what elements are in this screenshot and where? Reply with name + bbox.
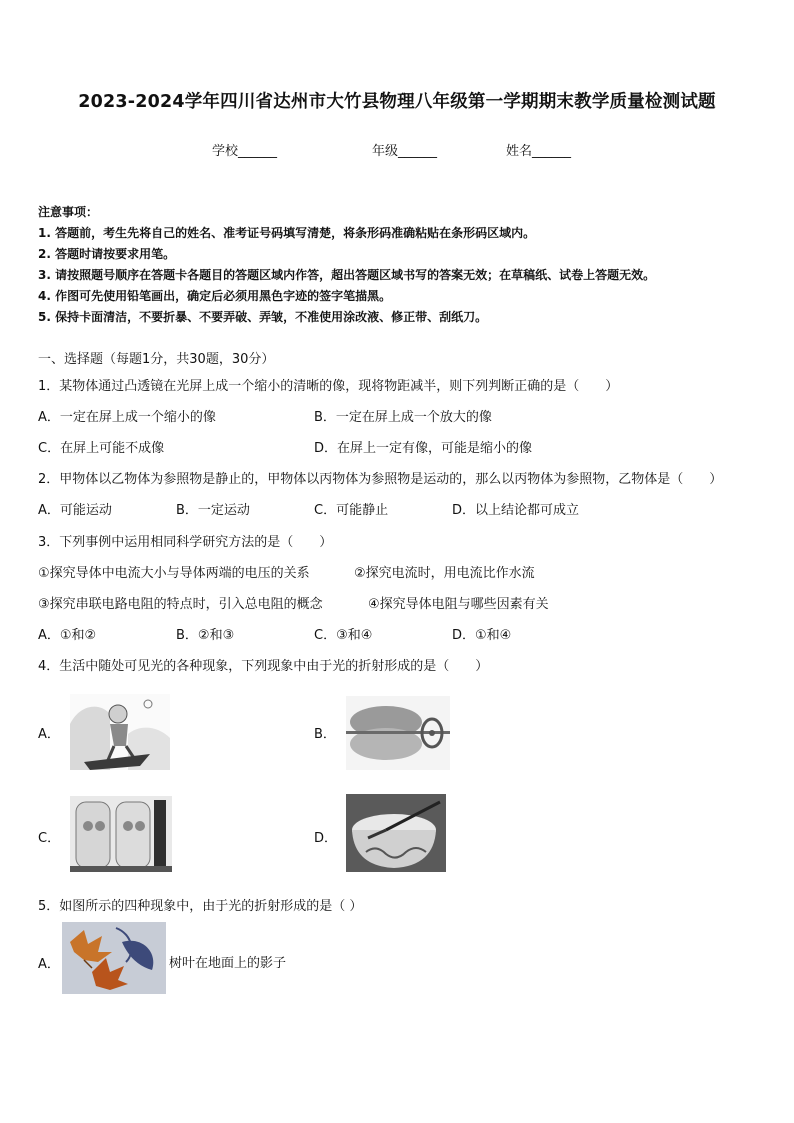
q1-option-c: C．在屏上可能不成像 — [38, 441, 165, 456]
notice-item: 3. 请按照题号顺序在答题卡各题目的答题区域内作答，超出答题区域书写的答案无效；在草稿纸、试卷上答题无效。 — [38, 268, 656, 282]
q4-option-c: C． — [38, 831, 61, 846]
notice-heading: 注意事项： — [38, 205, 99, 219]
q3-option-a: A．①和② — [38, 628, 97, 643]
school-field: 学校______ — [212, 144, 278, 159]
q4-option-a: A． — [38, 727, 60, 742]
question-3-stem: 3．下列事例中运用相同科学研究方法的是（ ） — [38, 535, 333, 550]
leaf-shadow-image — [62, 922, 166, 994]
mirror-statue-image — [70, 796, 172, 872]
question-1-stem: 1．某物体通过凸透镜在光屏上成一个缩小的清晰的像，现将物距减半，则下列判断正确的是（ ） — [38, 379, 619, 394]
page-title: 2023-2024学年四川省达州市大竹县物理八年级第一学期期末教学质量检测试题 — [78, 92, 716, 112]
q2-option-b: B．一定运动 — [176, 503, 250, 518]
q3-option-d: D．①和④ — [452, 628, 512, 643]
notice-item: 4. 作图可先使用铅笔画出，确定后必须用黑色字迹的签字笔描黑。 — [38, 289, 392, 303]
q5-option-a-text: 树叶在地面上的影子 — [169, 956, 287, 971]
q3-item-2: ②探究电流时，用电流比作水流 — [354, 566, 535, 581]
notice-item: 2. 答题时请按要求用笔。 — [38, 247, 176, 261]
q4-option-b: B． — [314, 727, 336, 742]
q4-option-d: D． — [314, 831, 338, 846]
grade-field: 年级______ — [372, 144, 438, 159]
q3-option-c: C．③和④ — [314, 628, 373, 643]
q2-option-a: A．可能运动 — [38, 503, 112, 518]
q3-item-3: ③探究串联电路电阻的特点时，引入总电阻的概念 — [38, 597, 323, 612]
q1-option-a: A．一定在屏上成一个缩小的像 — [38, 410, 216, 425]
notice-item: 1. 答题前，考生先将自己的姓名、准考证号码填写清楚，将条形码准确粘贴在条形码区域内。 — [38, 226, 536, 240]
question-4-stem: 4．生活中随处可见光的各种现象，下列现象中由于光的折射形成的是（ ） — [38, 659, 489, 674]
q5-option-a: A． — [38, 957, 60, 972]
notice-item: 5. 保持卡面清洁，不要折暴、不要弄破、弄皱，不准使用涂改液、修正带、刮纸刀。 — [38, 310, 488, 324]
q3-item-1: ①探究导体中电流大小与导体两端的电压的关系 — [38, 566, 310, 581]
q3-option-b: B．②和③ — [176, 628, 235, 643]
shadow-play-image — [70, 694, 170, 770]
q2-option-c: C．可能静止 — [314, 503, 389, 518]
q1-option-d: D．在屏上一定有像，可能是缩小的像 — [314, 441, 533, 456]
question-2-stem: 2．甲物体以乙物体为参照物是静止的，甲物体以丙物体为参照物是运动的，那么以丙物体为参照物，乙物体是（ ） — [38, 472, 723, 487]
water-reflection-image — [346, 696, 450, 770]
section-heading: 一、选择题（每题1分，共30题，30分） — [38, 352, 275, 367]
question-5-stem: 5．如图所示的四种现象中，由于光的折射形成的是（ ） — [38, 899, 363, 914]
q2-option-d: D．以上结论都可成立 — [452, 503, 580, 518]
q1-option-b: B．一定在屏上成一个放大的像 — [314, 410, 492, 425]
name-field: 姓名______ — [506, 144, 572, 159]
q3-item-4: ④探究导体电阻与哪些因素有关 — [368, 597, 549, 612]
bent-chopstick-image — [346, 794, 446, 872]
